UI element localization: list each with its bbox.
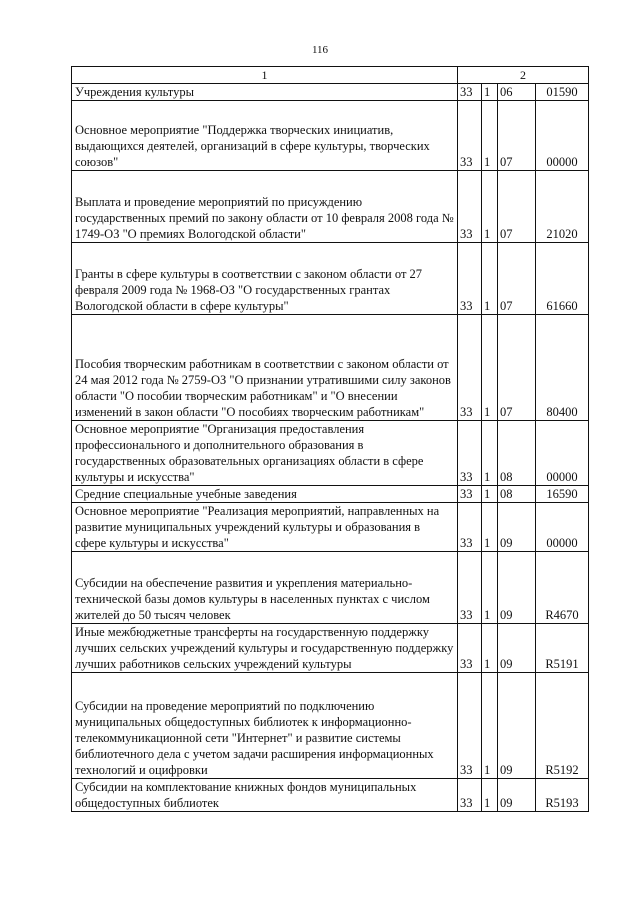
row-gp-code: 33 bbox=[458, 243, 482, 315]
row-pp-code: 1 bbox=[482, 84, 498, 101]
row-gp-code: 33 bbox=[458, 624, 482, 673]
row-pp-code: 1 bbox=[482, 503, 498, 552]
table-row bbox=[72, 171, 589, 243]
row-target-code: 80400 bbox=[536, 315, 589, 421]
row-pp-code: 1 bbox=[482, 421, 498, 486]
row-om-code: 09 bbox=[498, 552, 536, 624]
table-row bbox=[72, 243, 589, 315]
row-om-code: 06 bbox=[498, 84, 536, 101]
row-target-code: 21020 bbox=[536, 171, 589, 243]
row-om-code: 08 bbox=[498, 421, 536, 486]
row-gp-code: 33 bbox=[458, 779, 482, 812]
row-pp-code: 1 bbox=[482, 243, 498, 315]
row-name: Субсидии на проведение мероприятий по подключению муниципальных общедоступных библиотек к информационно-телекоммуникационной сети "Интернет" и развитие системы библиотечного дела с учетом задачи расширения информационных технологий и оцифровки bbox=[72, 673, 458, 779]
row-name: Учреждения культуры bbox=[72, 84, 458, 101]
row-gp-code: 33 bbox=[458, 673, 482, 779]
row-om-code: 07 bbox=[498, 243, 536, 315]
row-name: Гранты в сфере культуры в соответствии с законом области от 27 февраля 2009 года № 1968-ОЗ "О государственных грантах Вологодской области в сфере культуры" bbox=[72, 243, 458, 315]
table-row bbox=[72, 779, 589, 812]
row-om-code: 07 bbox=[498, 171, 536, 243]
row-pp-code: 1 bbox=[482, 315, 498, 421]
row-target-code: 01590 bbox=[536, 84, 589, 101]
row-gp-code: 33 bbox=[458, 315, 482, 421]
row-name: Основное мероприятие "Поддержка творческих инициатив, выдающихся деятелей, организаций в сфере культуры, творческих союзов" bbox=[72, 101, 458, 171]
row-om-code: 07 bbox=[498, 315, 536, 421]
row-gp-code: 33 bbox=[458, 552, 482, 624]
row-name: Субсидии на комплектование книжных фондов муниципальных общедоступных библиотек bbox=[72, 779, 458, 812]
row-om-code: 09 bbox=[498, 673, 536, 779]
row-gp-code: 33 bbox=[458, 421, 482, 486]
row-gp-code: 33 bbox=[458, 486, 482, 503]
table-row bbox=[72, 486, 589, 503]
header-col-1: 1 bbox=[72, 67, 458, 84]
row-om-code: 09 bbox=[498, 503, 536, 552]
row-target-code: 16590 bbox=[536, 486, 589, 503]
row-pp-code: 1 bbox=[482, 673, 498, 779]
row-target-code: 00000 bbox=[536, 503, 589, 552]
row-gp-code: 33 bbox=[458, 503, 482, 552]
row-target-code: 00000 bbox=[536, 101, 589, 171]
table-row bbox=[72, 84, 589, 101]
table-row bbox=[72, 673, 589, 779]
table-header-row bbox=[72, 67, 589, 84]
row-pp-code: 1 bbox=[482, 779, 498, 812]
row-target-code: R5192 bbox=[536, 673, 589, 779]
table-row bbox=[72, 315, 589, 421]
row-pp-code: 1 bbox=[482, 171, 498, 243]
row-pp-code: 1 bbox=[482, 552, 498, 624]
row-pp-code: 1 bbox=[482, 101, 498, 171]
row-target-code: R4670 bbox=[536, 552, 589, 624]
row-gp-code: 33 bbox=[458, 84, 482, 101]
row-pp-code: 1 bbox=[482, 624, 498, 673]
row-name: Основное мероприятие "Реализация мероприятий, направленных на развитие муниципальных учреждений культуры и образования в сфере культуры и искусства" bbox=[72, 503, 458, 552]
row-name: Пособия творческим работникам в соответствии с законом области от 24 мая 2012 года № 2759-ОЗ "О признании утратившими силу законов области "О пособии творческим работникам" и "О внесении изменений в закон области "О пособиях творческим работникам" bbox=[72, 315, 458, 421]
table-row bbox=[72, 552, 589, 624]
row-target-code: R5191 bbox=[536, 624, 589, 673]
row-target-code: 00000 bbox=[536, 421, 589, 486]
row-name: Выплата и проведение мероприятий по присуждению государственных премий по закону области от 10 февраля 2008 года № 1749-ОЗ "О премиях Вологодской области" bbox=[72, 171, 458, 243]
row-name: Иные межбюджетные трансферты на государственную поддержку лучших сельских учреждений культуры и государственную поддержку лучших работников сельских учреждений культуры bbox=[72, 624, 458, 673]
table-row bbox=[72, 421, 589, 486]
row-om-code: 07 bbox=[498, 101, 536, 171]
row-target-code: 61660 bbox=[536, 243, 589, 315]
row-name: Субсидии на обеспечение развития и укрепления материально-технической базы домов культуры в населенных пунктах с числом жителей до 50 тысяч человек bbox=[72, 552, 458, 624]
table-row bbox=[72, 101, 589, 171]
row-gp-code: 33 bbox=[458, 171, 482, 243]
budget-classification-table bbox=[71, 66, 589, 812]
row-name: Основное мероприятие "Организация предоставления профессионального и дополнительного образования в государственных образовательных организациях области в сфере культуры и искусства" bbox=[72, 421, 458, 486]
table-row bbox=[72, 503, 589, 552]
row-pp-code: 1 bbox=[482, 486, 498, 503]
row-om-code: 09 bbox=[498, 779, 536, 812]
table-row bbox=[72, 624, 589, 673]
page-number: 116 bbox=[311, 44, 329, 56]
row-name: Средние специальные учебные заведения bbox=[72, 486, 458, 503]
row-gp-code: 33 bbox=[458, 101, 482, 171]
row-target-code: R5193 bbox=[536, 779, 589, 812]
header-col-2: 2 bbox=[458, 67, 589, 84]
row-om-code: 08 bbox=[498, 486, 536, 503]
row-om-code: 09 bbox=[498, 624, 536, 673]
